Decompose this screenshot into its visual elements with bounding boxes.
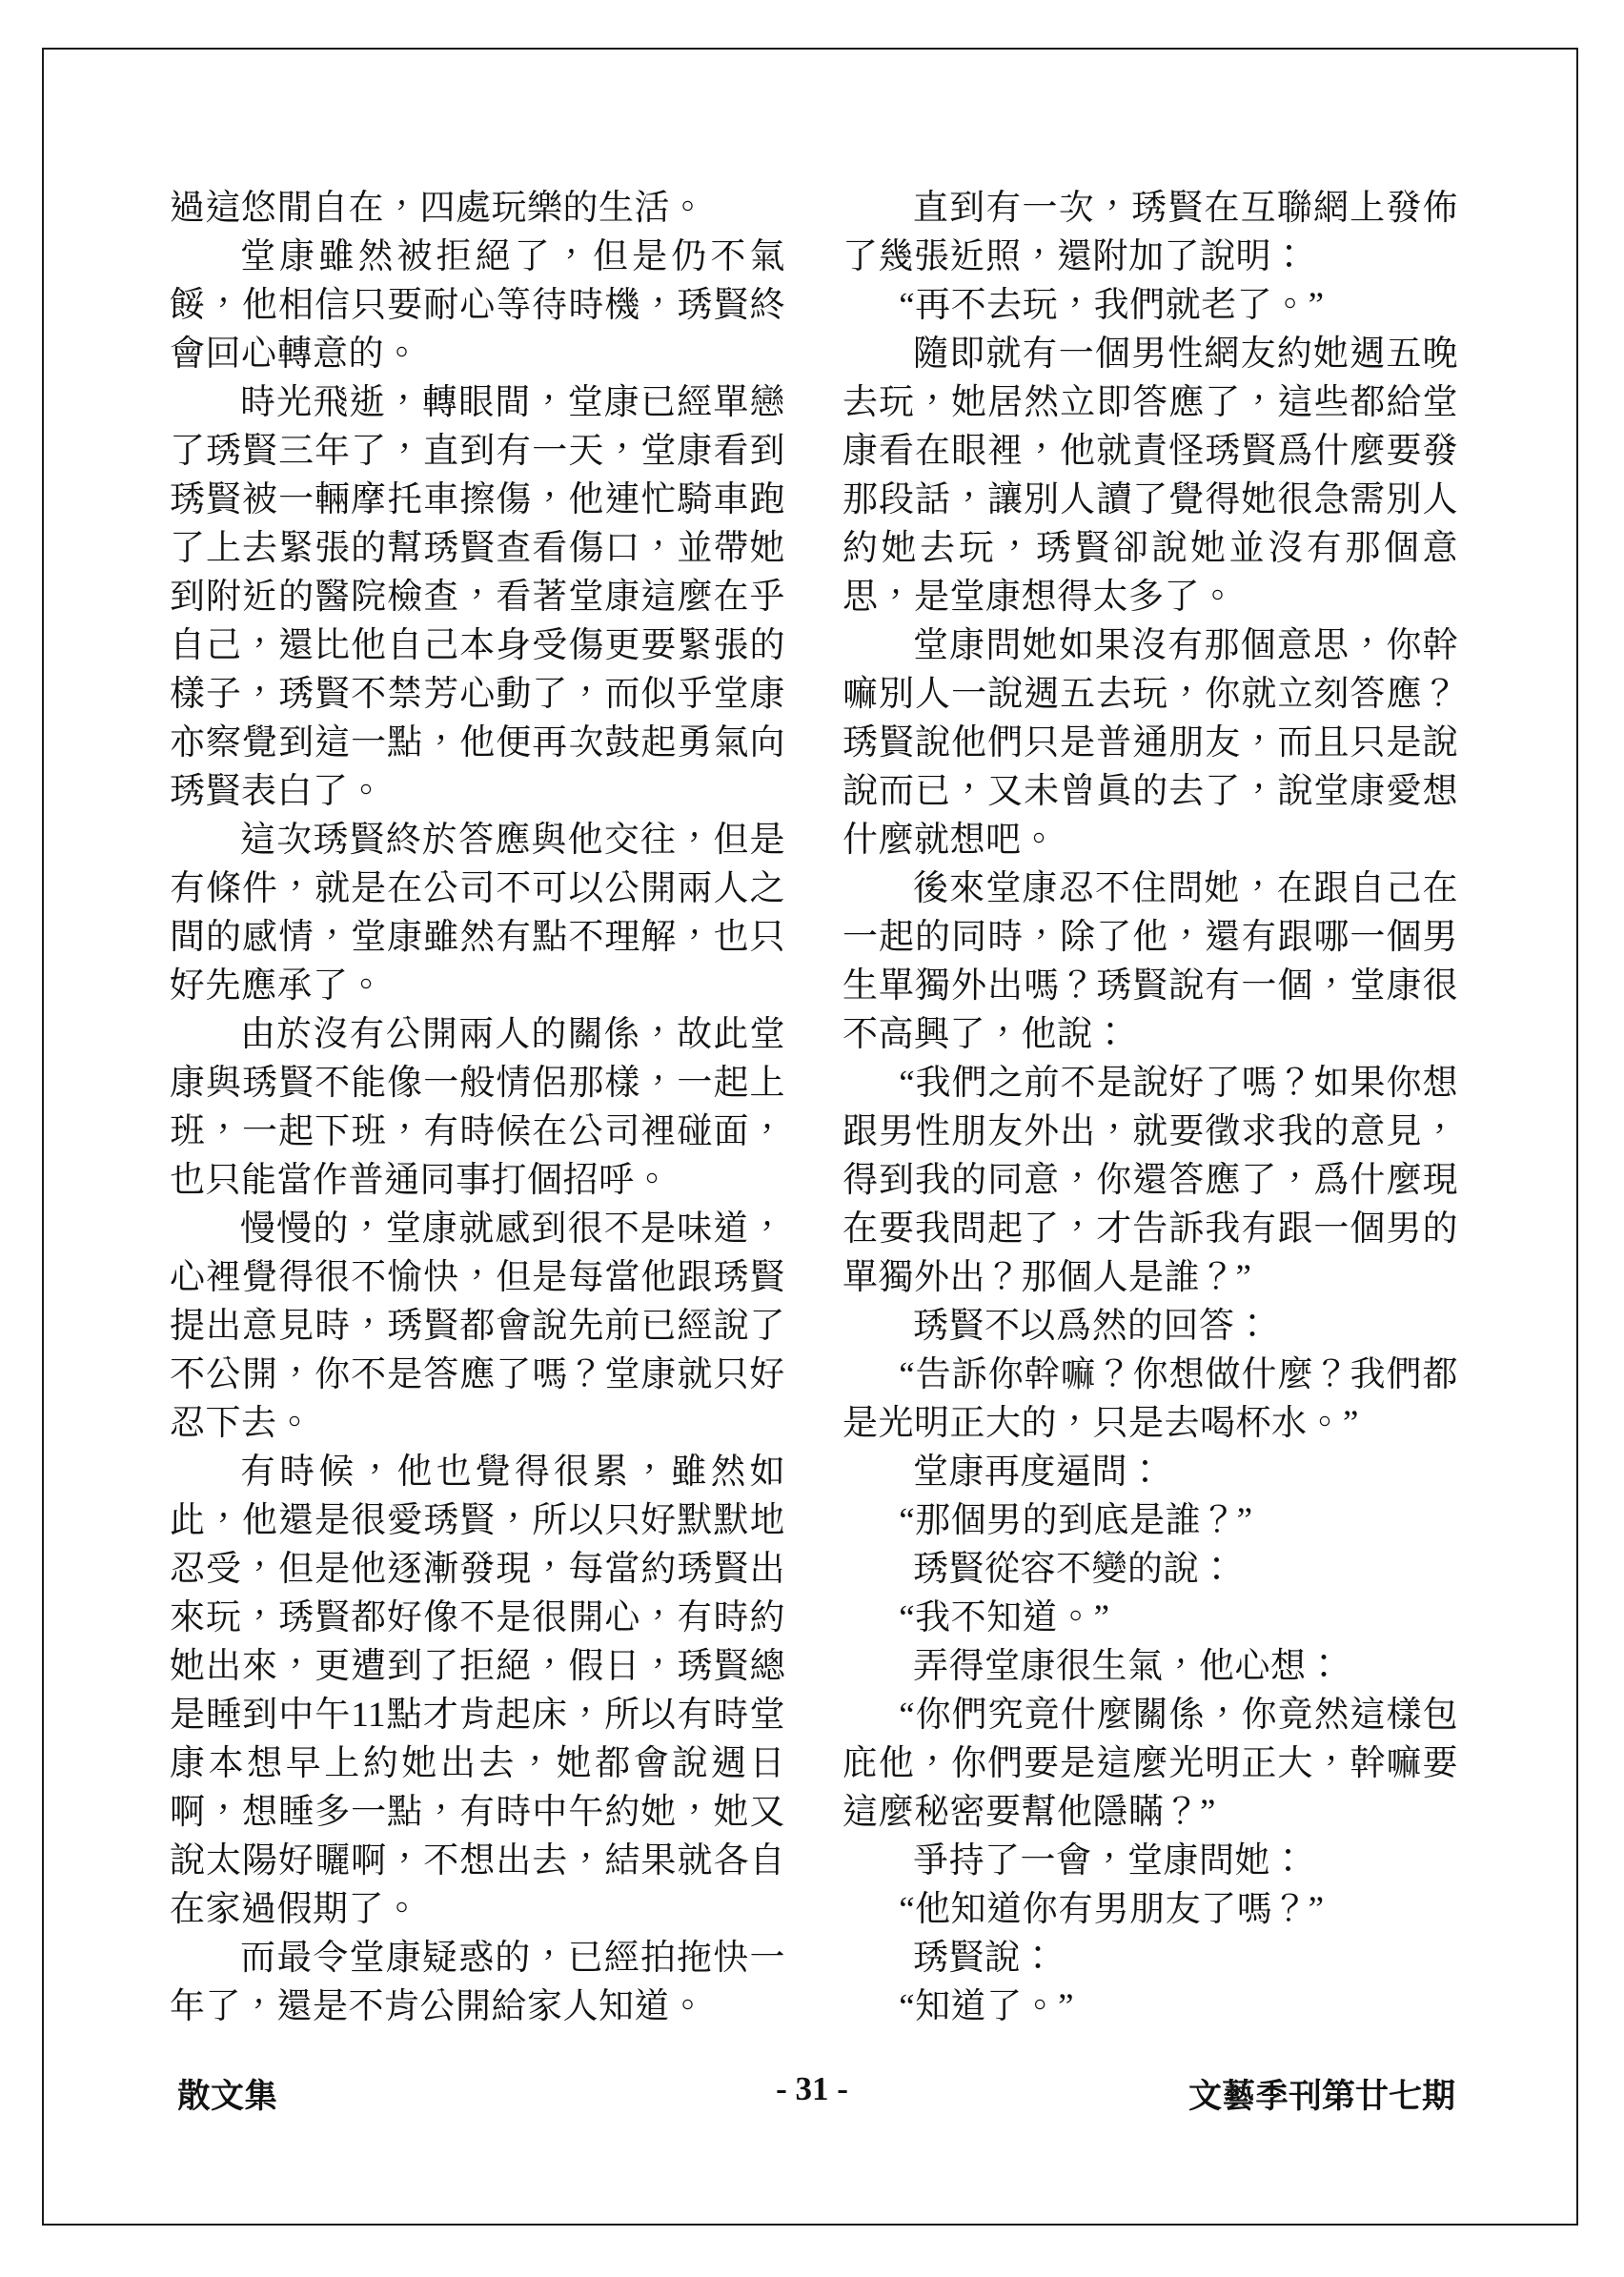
paragraph: 後來堂康忍不住問她，在跟自己在一起的同時，除了他，還有跟哪一個男生單獨外出嗎？琇賢說有一個，堂康很不高興了，他說：	[842, 869, 1458, 1054]
paragraph: 堂康再度逼問：	[913, 1453, 1164, 1492]
paragraph: “你們究竟什麼關係，你竟然這樣包庇他，你們要是這麼光明正大，幹嘛要這麼秘密要幫他隱瞞？”	[842, 1696, 1458, 1832]
paragraph: 過這悠閒自在，四處玩樂的生活。	[170, 189, 706, 228]
paragraph: 琇賢說：	[913, 1939, 1056, 1978]
paragraph: 堂康雖然被拒絕了，但是仍不氣餒，他相信只要耐心等待時機，琇賢終會回心轉意的。	[170, 237, 785, 374]
footer-journal-issue: 文藝季刊第廿七期	[1188, 2078, 1455, 2115]
paragraph: “我們之前不是說好了嗎？如果你想跟男性朋友外出，就要徵求我的意見，得到我的同意，你還答應了，爲什麼現在要我問起了，才告訴我有跟一個男的單獨外出？那個人是誰？”	[842, 1064, 1458, 1297]
text-body	[170, 184, 1458, 2031]
paragraph: “再不去玩，我們就老了。”	[899, 286, 1325, 325]
paragraph: 弄得堂康很生氣，他心想：	[913, 1647, 1342, 1686]
paragraph: 由於沒有公開兩人的關係，故此堂康與琇賢不能像一般情侶那樣，一起上班，一起下班，有時候在公司裡碰面，也只能當作普通同事打個招呼。	[170, 1015, 785, 1200]
paragraph: 直到有一次，琇賢在互聯網上發佈了幾張近照，還附加了說明：	[842, 189, 1458, 276]
paragraph: “那個男的到底是誰？”	[899, 1501, 1253, 1540]
text-column-left	[170, 184, 785, 2031]
paragraph: 這次琇賢終於答應與他交往，但是有條件，就是在公司不可以公開兩人之間的感情，堂康雖然有點不理解，也只好先應承了。	[170, 821, 785, 1006]
paragraph: 堂康問她如果沒有那個意思，你幹嘛別人一說週五去玩，你就立刻答應？琇賢說他們只是普通朋友，而且只是說說而已，又未曾眞的去了，說堂康愛想什麼就想吧。	[842, 626, 1458, 860]
footer-book-title: 散文集	[177, 2078, 278, 2115]
paragraph: “告訴你幹嘛？你想做什麼？我們都是光明正大的，只是去喝杯水。”	[842, 1355, 1458, 1443]
paragraph: 琇賢從容不變的說：	[913, 1550, 1235, 1589]
paragraph: 琇賢不以爲然的回答：	[913, 1307, 1270, 1346]
page-footer	[0, 2070, 1624, 2118]
paragraph: 而最令堂康疑惑的，已經拍拖快一年了，還是不肯公開給家人知道。	[170, 1939, 785, 2026]
paragraph: 慢慢的，堂康就感到很不是味道，心裡覺得很不愉快，但是每當他跟琇賢提出意見時，琇賢都會說先前已經說了不公開，你不是答應了嗎？堂康就只好忍下去。	[170, 1210, 785, 1443]
text-column-right	[842, 184, 1458, 2031]
paragraph: 時光飛逝，轉眼間，堂康已經單戀了琇賢三年了，直到有一天，堂康看到琇賢被一輛摩托車擦傷，他連忙騎車跑了上去緊張的幫琇賢查看傷口，並帶她到附近的醫院檢查，看著堂康這麼在乎自己，還比他自己本身受傷更要緊張的樣子，琇賢不禁芳心動了，而似乎堂康亦察覺到這一點，他便再次鼓起勇氣向琇賢表白了。	[170, 383, 785, 811]
footer-page-number: - 31 -	[776, 2070, 848, 2107]
paragraph: “他知道你有男朋友了嗎？”	[899, 1890, 1325, 1929]
paragraph: 爭持了一會，堂康問她：	[913, 1841, 1307, 1881]
paragraph: “知道了。”	[899, 1987, 1075, 2026]
paragraph: 有時候，他也覺得很累，雖然如此，他還是很愛琇賢，所以只好默默地忍受，但是他逐漸發現，每當約琇賢出來玩，琇賢都好像不是很開心，有時約她出來，更遭到了拒絕，假日，琇賢總是睡到中午11點才肯起床，所以有時堂康本想早上約她出去，她都會說週日啊，想睡多一點，有時中午約她，她又說太陽好曬啊，不想出去，結果就各自在家過假期了。	[170, 1453, 785, 1929]
paragraph: “我不知道。”	[899, 1598, 1110, 1637]
paragraph: 隨即就有一個男性網友約她週五晚去玩，她居然立即答應了，這些都給堂康看在眼裡，他就責怪琇賢爲什麼要發那段話，讓別人讀了覺得她很急需別人約她去玩，琇賢卻說她並沒有那個意思，是堂康想得太多了。	[842, 335, 1458, 617]
